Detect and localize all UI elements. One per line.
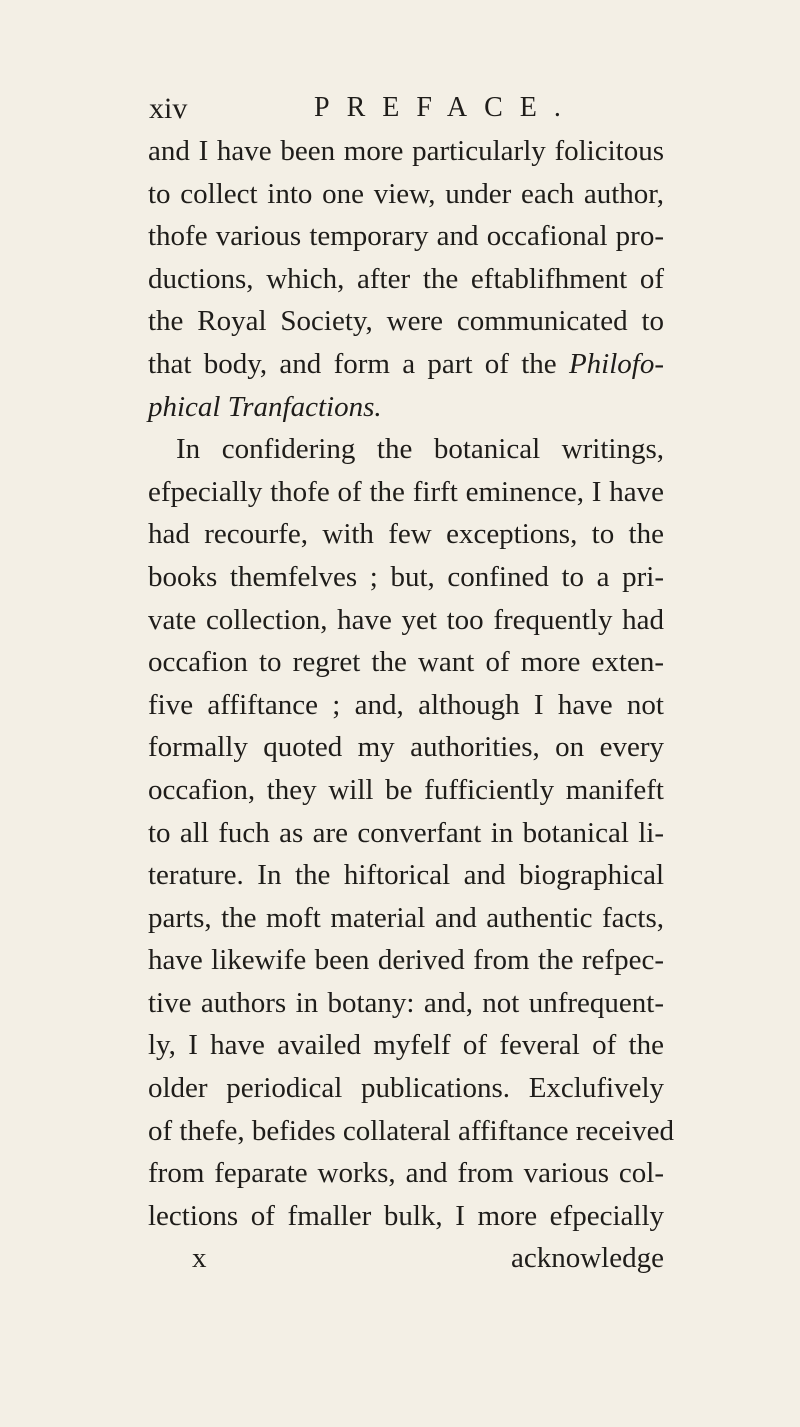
text-line: of thefe, befides collateral affiftance received: [148, 1114, 674, 1147]
text-line: tive authors in botany: and, not unfrequent-: [148, 986, 664, 1019]
text-line: vate collection, have yet too frequently had: [148, 603, 664, 636]
text-line: formally quoted my authorities, on every: [148, 731, 664, 764]
text-line: [148, 343, 664, 386]
text-line: the Royal Society, were communicated to: [148, 305, 664, 338]
text-line: efpecially thofe of the firft eminence, I have: [148, 475, 664, 508]
text-line: In confidering the botanical writings,: [176, 433, 664, 466]
text-line: [148, 386, 664, 429]
text-line: have likewife been derived from the refpec-: [148, 944, 664, 977]
page-header: [149, 92, 669, 132]
text-line: and I have been more particularly folicitous: [148, 135, 664, 167]
text-line: occafion to regret the want of more exten-: [148, 646, 664, 679]
text-line: had recourfe, with few exceptions, to the: [148, 518, 664, 551]
text-line: lections of fmaller bulk, I more efpecially: [148, 1199, 664, 1232]
text-line: terature. In the hiftorical and biographical: [148, 859, 664, 892]
text-line: thofe various temporary and occafional pro-: [148, 220, 664, 253]
text-line: ly, I have availed myfelf of feveral of the: [148, 1029, 664, 1062]
text-line: five affiftance ; and, although I have not: [148, 688, 664, 721]
text-line: older periodical publications. Exclufively: [148, 1072, 664, 1105]
catchword: acknowledge: [511, 1242, 664, 1275]
page-number: xiv: [149, 92, 188, 125]
text-line: occafion, they will be fufficiently manifeft: [148, 773, 664, 806]
signature-mark: x: [192, 1242, 207, 1275]
text-line: to collect into one view, under each author,: [148, 177, 664, 210]
text-line: ductions, which, after the eftablifhment of: [148, 262, 664, 295]
page-footer: [148, 1237, 664, 1280]
line-text: that body, and form a part of the: [148, 347, 569, 380]
text-line: to all fuch as are converfant in botanical li-: [148, 816, 664, 849]
text-line: from feparate works, and from various col-: [148, 1157, 664, 1190]
text-line: books themfelves ; but, confined to a pri-: [148, 560, 664, 593]
text-line: parts, the moft material and authentic facts,: [148, 901, 664, 934]
running-head: PREFACE.: [314, 92, 578, 123]
italic-title: Philofo-: [568, 347, 664, 380]
body-text: [148, 130, 674, 1280]
italic-title: phical Tranfactions.: [148, 390, 382, 423]
